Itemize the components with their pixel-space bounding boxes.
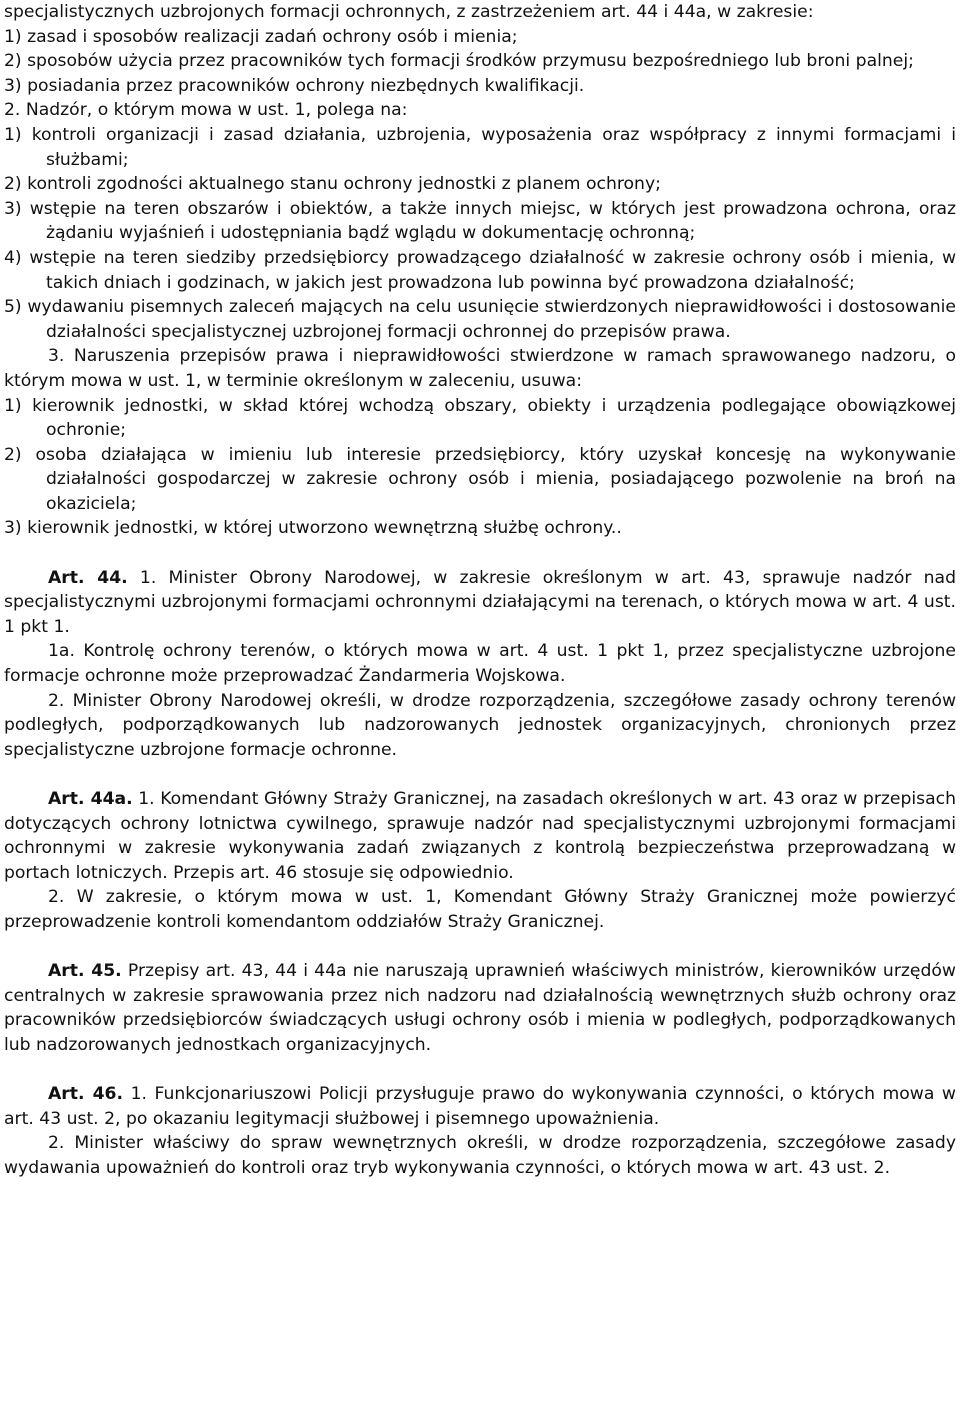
intro-paragraph: specjalistycznych uzbrojonych formacji ochronnych, z zastrzeżeniem art. 44 i 44a, w zakresie: [4, 2, 814, 22]
article-46-paragraph-2: 2. Minister właściwy do spraw wewnętrznych określi, w drodze rozporządzenia, szczegółowe zasady wydawania upoważnień do kontroli oraz tryb wykonywania czynności, o których mowa w art. 43 ust. 2. [4, 1133, 956, 1178]
article-44a-paragraph-1 [4, 787, 956, 885]
list-item: 5) wydawaniu pisemnych zaleceń mających na celu usunięcie stwierdzonych nieprawidłowości i dostosowanie działalności specjalistycznej uzbrojonej formacji ochronnej do przepisów prawa. [4, 297, 956, 342]
list-item: 4) wstępie na teren siedziby przedsiębiorcy prowadzącego działalność w zakresie ochrony osób i mienia, w takich dniach i godzinach, w jakich jest prowadzona lub powinna być prowadzona działalność; [4, 247, 956, 293]
article-text: 1. Minister Obrony Narodowej, w zakresie określonym w art. 43, sprawuje nadzór nad specjalistycznymi uzbrojonymi formacjami ochronnymi działającymi na terenach, o których mowa w art. 4 ust. 1 pkt 1. [4, 567, 956, 637]
article-44a-paragraph-2: 2. W zakresie, o którym mowa w ust. 1, Komendant Główny Straży Granicznej może powierzyć przeprowadzenie kontroli komendantom oddziałów Straży Granicznej. [4, 887, 956, 932]
paragraph-2: 2. Nadzór, o którym mowa w ust. 1, polega na: [4, 100, 408, 121]
list-item: 1) kontroli organizacji i zasad działania, uzbrojenia, wyposażenia oraz współpracy z innymi formacjami i służbami; [4, 124, 956, 170]
spacer [4, 762, 956, 787]
article-text: Przepisy art. 43, 44 i 44a nie naruszają uprawnień właściwych ministrów, kierowników urzędów centralnych w zakresie sprawowania przez nich nadzoru nad działalnością wewnętrznych służb ochrony oraz pracowników przedsiębiorców świadczących usługi ochrony osób i mienia w podległych, podporządkowanych lub nadzorowanych jednostkach organizacyjnych. [4, 961, 956, 1055]
article-text: 1. Komendant Główny Straży Granicznej, na zasadach określonych w art. 43 oraz w przepisach dotyczących ochrony lotnictwa cywilnego, sprawuje nadzór nad specjalistycznymi uzbrojonymi formacjami ochronnymi w zakresie wykonywania zadań związanych z kontrolą bezpieczeństwa przeprowadzaną w portach lotniczych. Przepis art. 46 stosuje się odpowiednio. [4, 789, 956, 883]
article-45-paragraph-1 [4, 959, 956, 1057]
spacer [4, 935, 956, 960]
list-item: 3) posiadania przez pracowników ochrony niezbędnych kwalifikacji. [4, 75, 585, 96]
list-item: 2) sposobów użycia przez pracowników tych formacji środków przymusu bezpośredniego lub broni palnej; [4, 51, 914, 72]
spacer [4, 541, 956, 566]
list-item: 3) kierownik jednostki, w której utworzono wewnętrzną służbę ochrony.. [4, 518, 622, 539]
article-44-paragraph-1 [4, 566, 956, 640]
article-44-paragraph-1a: 1a. Kontrolę ochrony terenów, o których mowa w art. 4 ust. 1 pkt 1, przez specjalistyczne uzbrojone formacje ochronne może przeprowadzać Żandarmeria Wojskowa. [4, 641, 956, 687]
paragraph-3: 3. Naruszenia przepisów prawa i nieprawidłowości stwierdzone w ramach sprawowanego nadzoru, o którym mowa w ust. 1, w terminie określonym w zaleceniu, usuwa: [4, 346, 956, 391]
list-item: 2) kontroli zgodności aktualnego stanu ochrony jednostki z planem ochrony; [4, 174, 661, 195]
list-item: 3) wstępie na teren obszarów i obiektów, a także innych miejsc, w których jest prowadzona ochrona, oraz żądaniu wyjaśnień i udostępniania bądź wglądu w dokumentację ochronną; [4, 198, 956, 244]
article-label: Art. 44. [48, 567, 128, 588]
article-44-paragraph-2: 2. Minister Obrony Narodowej określi, w drodze rozporządzenia, szczegółowe zasady ochrony terenów podległych, podporządkowanych lub nadzorowanych jednostek organizacyjnych, chronionych przez specjalistyczne uzbrojone formacje ochronne. [4, 690, 956, 760]
article-label: Art. 44a. [48, 789, 133, 809]
spacer [4, 1058, 956, 1083]
article-label: Art. 45. [48, 961, 122, 982]
list-item: 1) kierownik jednostki, w skład której wchodzą obszary, obiekty i urządzenia podlegające obowiązkowej ochronie; [4, 395, 956, 441]
article-46-paragraph-1 [4, 1082, 956, 1131]
list-item: 1) zasad i sposobów realizacji zadań ochrony osób i mienia; [4, 26, 518, 47]
article-label: Art. 46. [48, 1084, 124, 1105]
list-item: 2) osoba działająca w imieniu lub interesie przedsiębiorcy, który uzyskał koncesję na wykonywanie działalności gospodarczej w zakresie ochrony osób i mienia, posiadającego pozwolenie na broń na okaziciela; [4, 444, 956, 514]
article-text: 1. Funkcjonariuszowi Policji przysługuje prawo do wykonywania czynności, o których mowa w art. 43 ust. 2, po okazaniu legitymacji służbowej i pisemnego upoważnienia. [4, 1084, 956, 1129]
